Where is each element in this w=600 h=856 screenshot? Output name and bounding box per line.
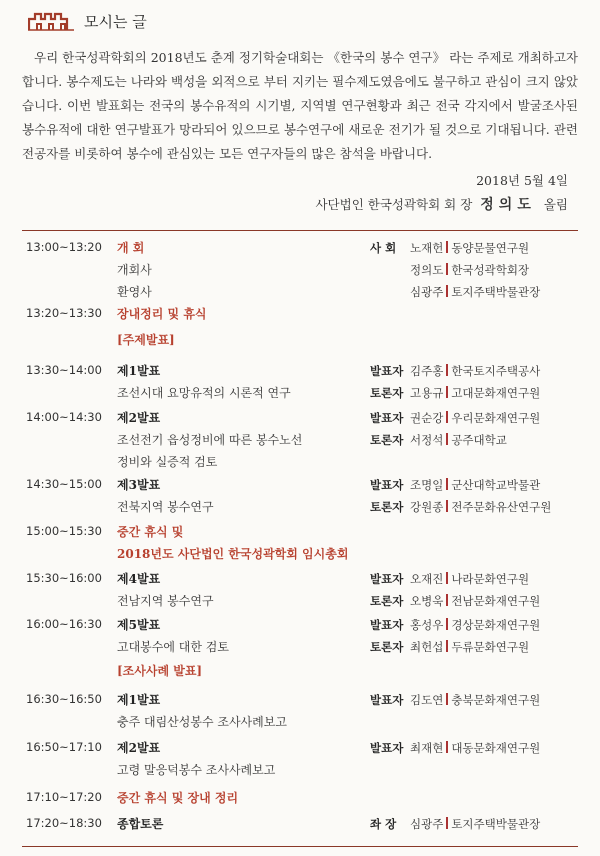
session-line: 중간 휴식 및 장내 정리 [117, 791, 239, 805]
separator-bar [446, 478, 448, 490]
session-details [117, 692, 367, 736]
session-details [117, 571, 367, 615]
participants [370, 816, 600, 838]
participants [370, 617, 600, 661]
session-time: 16:50~17:10 [26, 740, 102, 754]
participants [370, 363, 600, 407]
separator-bar [446, 572, 448, 584]
separator-bar [446, 386, 448, 398]
participant-line [370, 617, 600, 639]
participant-line [370, 477, 600, 499]
participant-affiliation: 경상문화재연구원 [451, 618, 541, 632]
session-line: 정비와 실증적 검토 [117, 455, 218, 469]
page-title: 모시는 글 [84, 12, 147, 31]
session-line: 제2발표 [117, 741, 161, 755]
session-details [117, 816, 367, 838]
participant-affiliation: 충북문화재연구원 [451, 693, 541, 707]
separator-bar [446, 618, 448, 630]
separator-bar [446, 263, 448, 275]
participant-line [370, 639, 600, 661]
session-line: 환영사 [117, 285, 152, 299]
participant-role: 토론자 [370, 640, 404, 654]
session-line: 장내정리 및 휴식 [117, 307, 207, 321]
session-line: [조사사례 발표] [117, 664, 203, 678]
session-line: 2018년도 사단법인 한국성곽학회 임시총회 [117, 547, 349, 561]
participant-line [370, 593, 600, 615]
session-details [117, 790, 367, 812]
participant-line [370, 363, 600, 385]
participant-affiliation: 토지주택박물관장 [451, 817, 541, 831]
session-details [117, 524, 367, 568]
participant-affiliation: 고대문화재연구원 [451, 386, 541, 400]
participant-line [370, 692, 600, 714]
separator-bar [446, 741, 448, 753]
divider-top [22, 230, 578, 231]
participant-line [370, 284, 600, 306]
participant-name: 오병욱 [410, 594, 444, 608]
signature-org: 사단법인 한국성곽학회 회 장 [315, 197, 473, 212]
fortress-wall-icon [28, 11, 74, 31]
participant-role: 발표자 [370, 478, 404, 492]
session-details [117, 663, 367, 685]
participant-name: 심광주 [410, 285, 444, 299]
participant-role: 토론자 [370, 433, 404, 447]
participant-role: 발표자 [370, 411, 404, 425]
session-time: 13:20~13:30 [26, 306, 102, 320]
participant-name: 강원종 [410, 500, 444, 514]
participant-affiliation: 두류문화연구원 [451, 640, 530, 654]
session-line: 제5발표 [117, 618, 161, 632]
participant-role: 발표자 [370, 618, 404, 632]
participant-role: 발표자 [370, 693, 404, 707]
participant-role: 토론자 [370, 500, 404, 514]
participant-name: 노재헌 [410, 241, 444, 255]
participant-role: 발표자 [370, 364, 404, 378]
participant-role: 토론자 [370, 386, 404, 400]
session-line: 중간 휴식 및 [117, 525, 184, 539]
session-line: 종합토론 [117, 817, 164, 831]
session-line: 제3발표 [117, 478, 161, 492]
session-time: 15:30~16:00 [26, 571, 102, 585]
participant-affiliation: 한국성곽학회장 [451, 263, 530, 277]
session-details [117, 477, 367, 521]
session-line: 개회사 [117, 263, 152, 277]
participant-affiliation: 한국토지주택공사 [451, 364, 541, 378]
participant-name: 서정석 [410, 433, 444, 447]
session-details [117, 617, 367, 661]
participant-affiliation: 토지주택박물관장 [451, 285, 541, 299]
participant-name: 고용규 [410, 386, 444, 400]
separator-bar [446, 817, 448, 829]
session-time: 16:30~16:50 [26, 692, 102, 706]
separator-bar [446, 285, 448, 297]
signature-line [315, 194, 568, 214]
session-time: 17:20~18:30 [26, 816, 102, 830]
session-line: 전북지역 봉수연구 [117, 500, 214, 514]
separator-bar [446, 640, 448, 652]
separator-bar [446, 364, 448, 376]
participant-name: 심광주 [410, 817, 444, 831]
session-line: 고령 말응덕봉수 조사사례보고 [117, 763, 276, 777]
participant-line [370, 816, 600, 838]
separator-bar [446, 433, 448, 445]
session-details [117, 332, 367, 354]
participant-line [370, 385, 600, 407]
separator-bar [446, 693, 448, 705]
separator-bar [446, 500, 448, 512]
session-time: 14:00~14:30 [26, 410, 102, 424]
participants [370, 692, 600, 714]
participant-role: 사 회 [370, 241, 397, 255]
participants [370, 571, 600, 615]
participant-name: 최재현 [410, 741, 444, 755]
session-line: 조선시대 요망유적의 시론적 연구 [117, 386, 291, 400]
session-time: 17:10~17:20 [26, 790, 102, 804]
session-line: 제2발표 [117, 411, 161, 425]
participant-name: 김주홍 [410, 364, 444, 378]
participant-name: 정의도 [410, 263, 444, 277]
participant-affiliation: 전남문화재연구원 [451, 594, 541, 608]
session-time: 13:30~14:00 [26, 363, 102, 377]
participant-line [370, 499, 600, 521]
session-details [117, 306, 367, 328]
participant-affiliation: 나라문화연구원 [451, 572, 530, 586]
session-line: 제1발표 [117, 364, 161, 378]
participant-line [370, 262, 600, 284]
participant-name: 조명일 [410, 478, 444, 492]
session-details [117, 740, 367, 784]
participant-affiliation: 우리문화재연구원 [451, 411, 541, 425]
participant-line [370, 240, 600, 262]
session-time: 13:00~13:20 [26, 240, 102, 254]
session-line: 전남지역 봉수연구 [117, 594, 214, 608]
participant-name: 오재진 [410, 572, 444, 586]
president-name: 정의도 [480, 197, 536, 213]
participant-affiliation: 군산대학교박물관 [451, 478, 541, 492]
session-line: 제1발표 [117, 693, 161, 707]
session-time: 16:00~16:30 [26, 617, 102, 631]
participant-role: 발표자 [370, 741, 404, 755]
participants [370, 740, 600, 762]
divider-bottom [22, 846, 578, 847]
letter-date: 2018년 5월 4일 [476, 173, 568, 188]
session-details [117, 363, 367, 407]
session-line: 조선전기 읍성정비에 따른 봉수노선 [117, 433, 303, 447]
participant-name: 홍성우 [410, 618, 444, 632]
session-time: 15:00~15:30 [26, 524, 102, 538]
intro-paragraph: 우리 한국성곽학회의 2018년도 춘계 정기학술대회는 《한국의 봉수 연구》 라는 주제로 개최하고자 합니다. 봉수제도는 나라와 백성을 외적으로 부터 지키는 필수제도였음에도 불구하고 관심이 크지 않았습니다. 이번 발표회는 전국의 봉수유적의 시기별, 지역별 연구현황과 최근 전국 각지에서 발굴조사된 봉수유적에 대한 연구발표가 망라되어 있으므로 봉수연구에 새로운 전기가 될 것으로 기대됩니다. 관련 전공자를 비롯하여 봉수에 관심있는 모든 연구자들의 많은 참석을 바랍니다. [22, 50, 578, 161]
participant-line [370, 410, 600, 432]
signature-closing: 올림 [543, 197, 568, 212]
participant-affiliation: 동양문물연구원 [451, 241, 530, 255]
session-details [117, 410, 367, 476]
participant-name: 김도연 [410, 693, 444, 707]
session-line: [주제발표] [117, 333, 175, 347]
separator-bar [446, 241, 448, 253]
session-line: 충주 대림산성봉수 조사사례보고 [117, 715, 287, 729]
participant-name: 최헌섭 [410, 640, 444, 654]
participant-affiliation: 전주문화유산연구원 [451, 500, 552, 514]
session-line: 개 회 [117, 241, 145, 255]
participant-role: 좌 장 [370, 817, 397, 831]
participants [370, 240, 600, 306]
participant-role: 토론자 [370, 594, 404, 608]
participant-line [370, 740, 600, 762]
participants [370, 410, 600, 454]
session-line: 고대봉수에 대한 검토 [117, 640, 229, 654]
participant-line [370, 432, 600, 454]
participants [370, 477, 600, 521]
participant-line [370, 571, 600, 593]
participant-role: 발표자 [370, 572, 404, 586]
separator-bar [446, 411, 448, 423]
separator-bar [446, 594, 448, 606]
participant-name: 권순강 [410, 411, 444, 425]
participant-affiliation: 공주대학교 [451, 433, 507, 447]
participant-affiliation: 대동문화재연구원 [451, 741, 541, 755]
session-time: 14:30~15:00 [26, 477, 102, 491]
header [28, 9, 147, 33]
session-details [117, 240, 367, 306]
session-line: 제4발표 [117, 572, 161, 586]
